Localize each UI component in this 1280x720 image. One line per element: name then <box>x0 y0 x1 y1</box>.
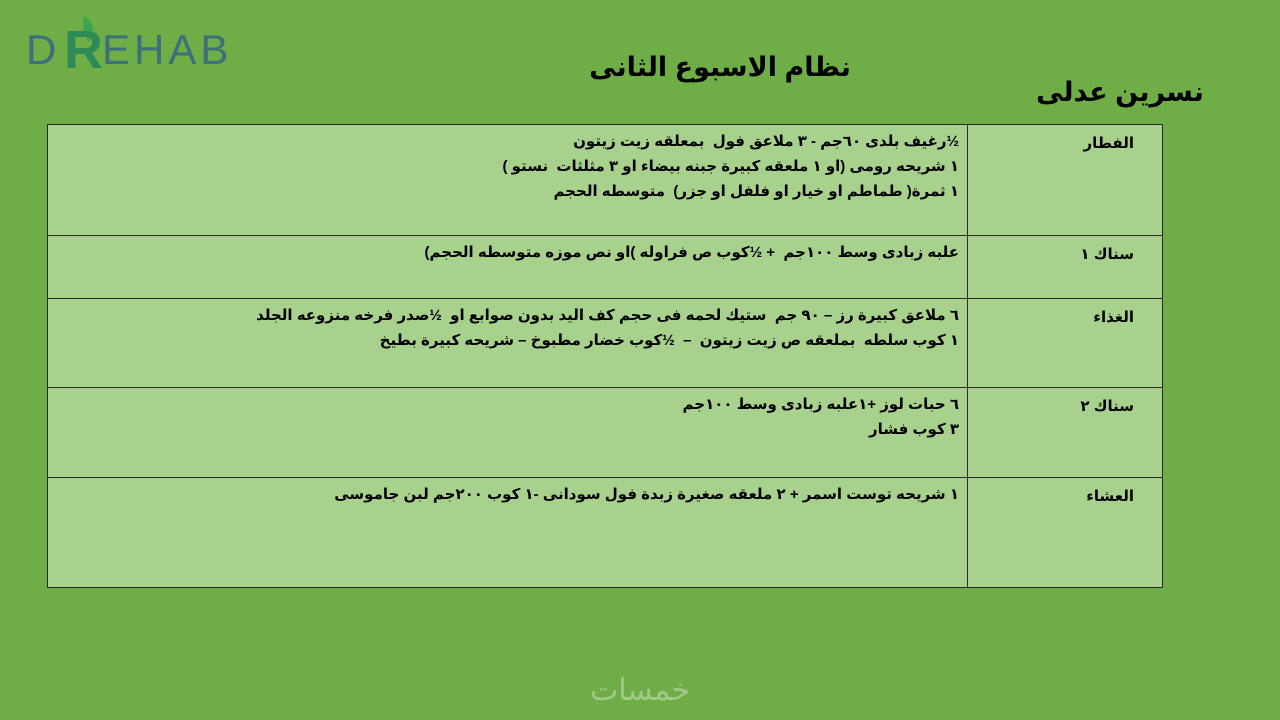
table-row <box>48 299 1163 388</box>
meal-items-dinner <box>48 478 968 588</box>
meal-name-snack-1: سناك ١ <box>968 236 1163 299</box>
page-title: نظام الاسبوع الثانى <box>589 52 851 82</box>
table-row <box>48 388 1163 478</box>
meal-items-snack-2 <box>48 388 968 478</box>
meal-item: ١ شريحه رومى (او ١ ملعقه كبيرة جبنه بيضاء او ٣ مثلثات نستو ) <box>502 158 959 175</box>
meal-item: ١ ثمرة( طماطم او خيار او فلفل او جزر) متوسطه الحجم <box>553 183 959 200</box>
meal-name-dinner: العشاء <box>968 478 1163 588</box>
meal-plan-table <box>47 124 1163 588</box>
table-row <box>48 478 1163 588</box>
table-row <box>48 236 1163 299</box>
svg-text:R: R <box>64 20 103 80</box>
meal-items-snack-1 <box>48 236 968 299</box>
meal-item: علبه زبادى وسط ١٠٠جم + ½كوب ص فراوله )او نص موزه متوسطه الحجم) <box>424 244 959 261</box>
svg-text:EHAB: EHAB <box>102 26 233 73</box>
meal-items-lunch <box>48 299 968 388</box>
meal-name-snack-2: سناك ٢ <box>968 388 1163 478</box>
meal-item: ١ شريحه توست اسمر + ٢ ملعقه صغيرة زبدة فول سودانى -١ كوب ٢٠٠جم لبن جاموسى <box>334 486 959 503</box>
table-row <box>48 125 1163 236</box>
meal-items-breakfast <box>48 125 968 236</box>
svg-text:D: D <box>26 26 61 73</box>
meal-name-lunch: الغذاء <box>968 299 1163 388</box>
drehab-logo <box>26 12 236 82</box>
client-name: نسرين عدلى <box>1036 77 1204 107</box>
meal-item: ٣ كوب فشار <box>868 421 959 438</box>
khamsat-watermark-icon <box>560 668 720 712</box>
meal-item: ٦ ملاعق كبيرة رز – ٩٠ جم ستيك لحمه فى حجم كف اليد بدون صوابع او ½صدر فرخه منزوعه الجلد <box>256 307 959 324</box>
meal-item: ٦ حبات لوز +١علبه زبادى وسط ١٠٠جم <box>682 396 959 413</box>
svg-text:خمسات: خمسات <box>589 673 691 708</box>
meal-item: ½رغيف بلدى ٦٠جم - ٣ ملاعق فول بمعلقه زيت زيتون <box>573 133 959 150</box>
meal-name-breakfast: الفطار <box>968 125 1163 236</box>
meal-item: ١ كوب سلطه بملعقه ص زيت زيتون – ½كوب خضار مطبوخ – شريحه كبيرة بطيخ <box>379 332 959 349</box>
